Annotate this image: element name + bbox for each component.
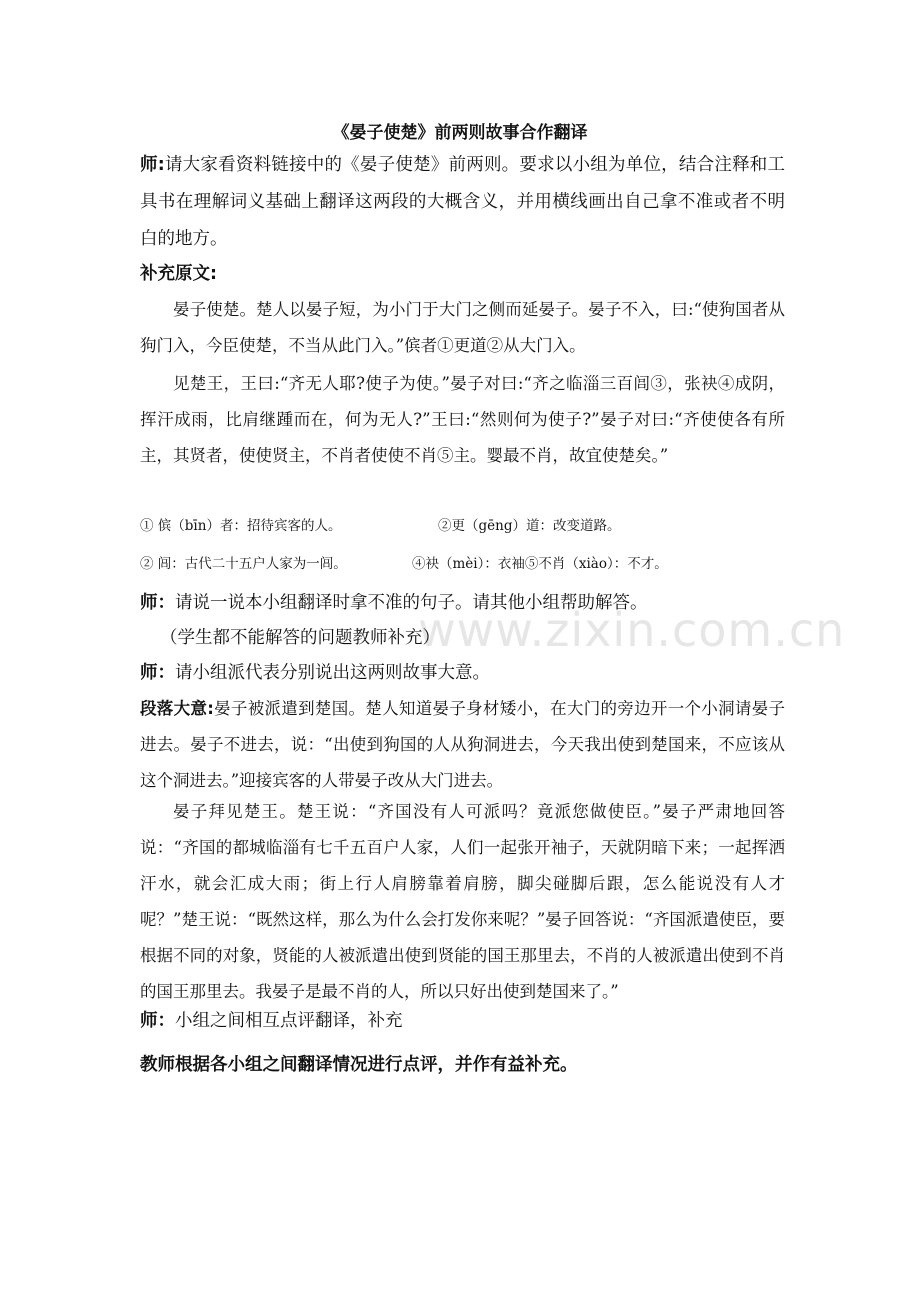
q1-text: 请说一说本小组翻译时拿不准的句子。请其他小组帮助解答。 bbox=[175, 593, 648, 613]
original-heading-block bbox=[140, 256, 785, 293]
original-text-2: 见楚王，王曰:“齐无人耶?使子为使。”晏子对曰:“齐之临淄三百闾③，张袂④成阴，挥汗成雨，比肩继踵而在，何为无人?”王曰:“然则何为使子?”晏子对曰:“齐使使各有所主，其贤者，使使贤主，不肖者使使不肖⑤主。婴最不肖，故宜使楚矣。” bbox=[140, 374, 785, 465]
q2-text: 请小组派代表分别说出这两则故事大意。 bbox=[175, 663, 490, 683]
q1-note-text: （学生都不能解答的问题教师补充） bbox=[160, 628, 440, 648]
original-paragraph-1 bbox=[140, 292, 785, 364]
summary-text-1: 晏子被派遣到楚国。楚人知道晏子身材矮小，在大门的旁边开一个小洞请晏子进去。晏子不进去，说：“出使到狗国的人从狗洞进去，今天我出使到楚国来，不应该从这个洞进去。”迎接宾客的人带晏子改从大门进去。 bbox=[140, 699, 786, 790]
page-title: 《晏子使楚》前两则故事合作翻译 bbox=[332, 123, 588, 143]
note-3: ② 闾：古代二十五户人家为一闾。 bbox=[140, 556, 347, 572]
summary-text-2: 晏子拜见楚王。楚王说：“齐国没有人可派吗？竟派您做使臣。”晏子严肃地回答说：“齐国的都城临淄有七千五百户人家，人们一起张开袖子，天就阴暗下来；一起挥洒汗水，就会汇成大雨；街上行人肩膀靠着肩膀，脚尖碰脚后跟，怎么能说没有人才呢？”楚王说：“既然这样，那么为什么会打发你来呢？”晏子回答说：“齐国派遣使臣，要根据不同的对象，贤能的人被派遣出使到贤能的国王那里去，不肖的人被派遣出使到不肖的国王那里去。我晏子是最不肖的人，所以只好出使到楚国来了。” bbox=[140, 802, 785, 1001]
q3-speaker: 师： bbox=[140, 1011, 175, 1031]
intro-text: 请大家看资料链接中的《晏子使楚》前两则。要求以小组为单位，结合注释和工具书在理解词义基础上翻译这两段的大概含义，并用横线画出自己拿不准或者不明白的地方。 bbox=[140, 155, 786, 249]
original-text-1: 晏子使楚。楚人以晏子短，为小门于大门之侧而延晏子。晏子不入，曰:“使狗国者从狗门入，今臣使楚，不当从此门入。”傧者①更道②从大门入。 bbox=[140, 300, 785, 355]
summary-label: 段落大意: bbox=[140, 699, 214, 718]
note-1: ① 傧（bīn）者：招待宾客的人。 bbox=[140, 518, 342, 534]
closing-text: 教师根据各小组之间翻译情况进行点评，并作有益补充。 bbox=[140, 1055, 578, 1075]
original-paragraph-2 bbox=[140, 366, 785, 474]
closing-paragraph bbox=[140, 1047, 785, 1084]
watermark: www.zixin.com.cn bbox=[418, 603, 846, 657]
note-4: ④袂（mèi）：衣袖⑤不肖（xiào）：不才。 bbox=[412, 556, 668, 572]
q3-text: 小组之间相互点评翻译，补充 bbox=[175, 1011, 403, 1031]
summary-paragraph-1 bbox=[140, 691, 785, 799]
q1-speaker: 师： bbox=[140, 593, 175, 613]
intro-speaker: 师: bbox=[140, 155, 165, 175]
question-3 bbox=[140, 1003, 785, 1040]
q2-speaker: 师： bbox=[140, 663, 175, 683]
summary-paragraph-2 bbox=[140, 794, 785, 1010]
note-row-2 bbox=[140, 552, 800, 572]
question-1-note bbox=[160, 620, 805, 657]
note-row-1 bbox=[140, 514, 800, 534]
original-heading: 补充原文: bbox=[140, 264, 217, 284]
intro-paragraph bbox=[140, 147, 785, 258]
question-1 bbox=[140, 585, 785, 622]
question-2 bbox=[140, 655, 785, 692]
note-2: ②更（gēng）道：改变道路。 bbox=[438, 518, 621, 534]
